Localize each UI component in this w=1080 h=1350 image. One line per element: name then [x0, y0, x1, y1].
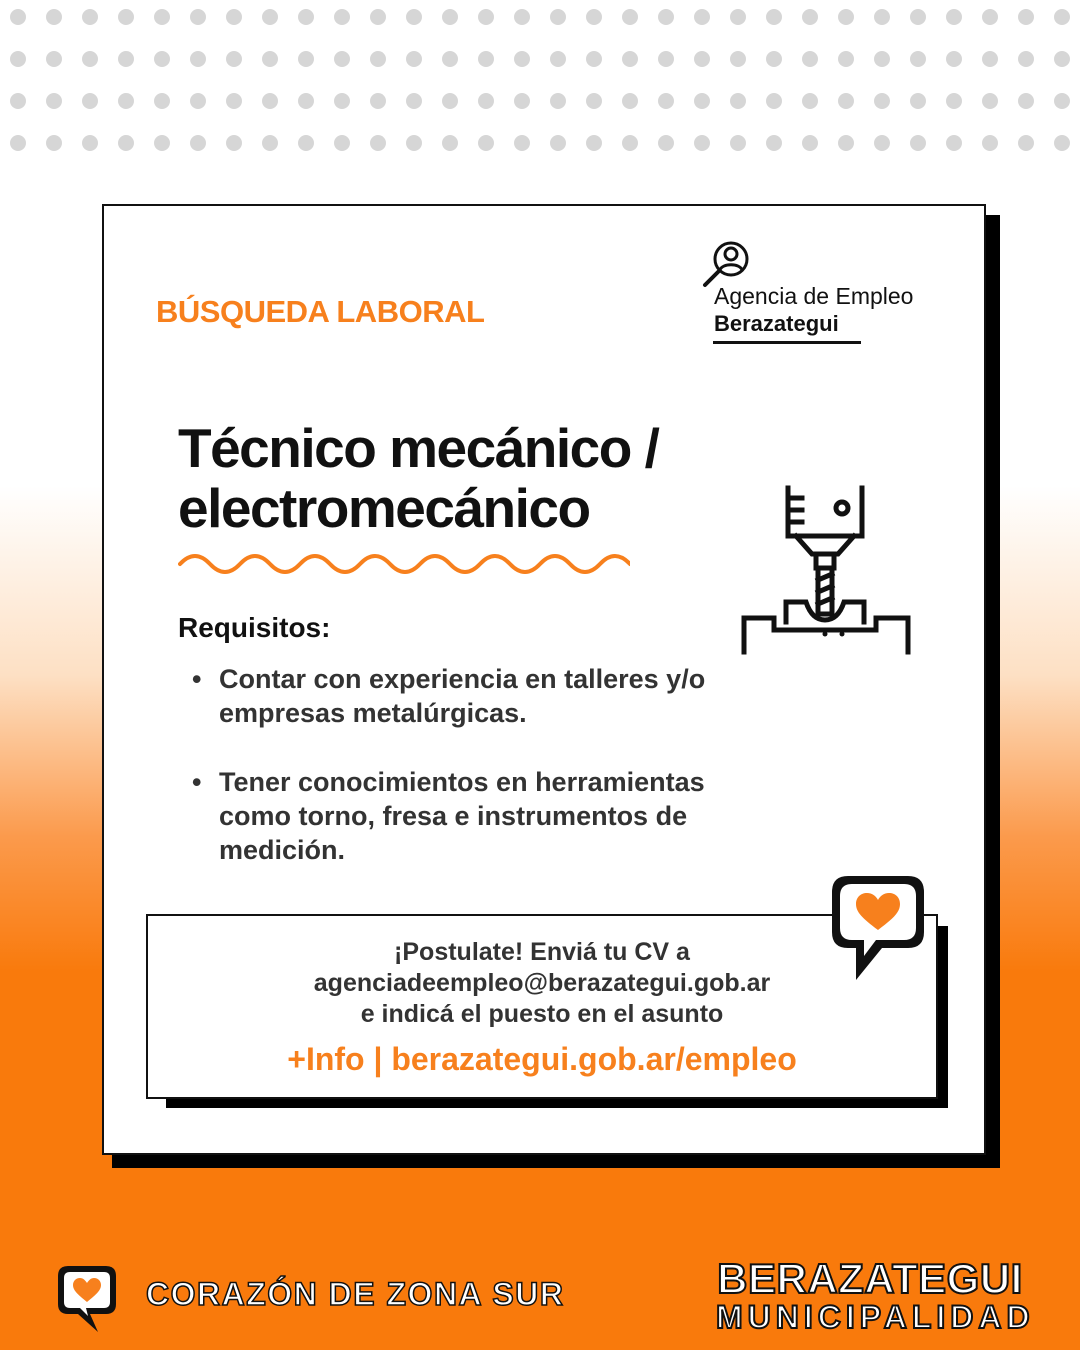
job-title-line2: electromecánico [178, 477, 590, 539]
dot [622, 51, 638, 67]
dot [910, 51, 926, 67]
dot [694, 93, 710, 109]
dot [10, 93, 26, 109]
dot [154, 9, 170, 25]
dot [442, 93, 458, 109]
dot [370, 93, 386, 109]
dot [694, 135, 710, 151]
agency-city: Berazategui [714, 311, 839, 336]
requirement-text: Contar con experiencia en talleres y/o empresas metalúrgicas. [219, 664, 706, 728]
dot [838, 51, 854, 67]
cta-line3: e indicá el puesto en el asunto [360, 1000, 724, 1028]
dot [550, 9, 566, 25]
dot [442, 9, 458, 25]
dot [46, 93, 62, 109]
list-item [192, 662, 732, 730]
agency-name: Agencia de Empleo [714, 283, 914, 309]
dot [478, 51, 494, 67]
dot [874, 135, 890, 151]
dot [730, 135, 746, 151]
requirements-heading: Requisitos: [178, 612, 331, 643]
dot [766, 135, 782, 151]
heart-speech-bubble-icon [56, 1264, 118, 1334]
dot [10, 135, 26, 151]
dot [514, 93, 530, 109]
dot [838, 9, 854, 25]
requirements-list [192, 662, 732, 902]
dot [514, 51, 530, 67]
dot [658, 135, 674, 151]
dot [262, 51, 278, 67]
dot [982, 51, 998, 67]
dot [370, 135, 386, 151]
dot [802, 93, 818, 109]
dot [46, 51, 62, 67]
dot [982, 93, 998, 109]
dot-pattern [0, 0, 1080, 165]
dot [190, 51, 206, 67]
dot [82, 135, 98, 151]
dot [370, 9, 386, 25]
section-kicker: BÚSQUEDA LABORAL [156, 294, 485, 329]
dot [550, 51, 566, 67]
dot [262, 135, 278, 151]
dot [298, 9, 314, 25]
dot [82, 51, 98, 67]
dot [82, 93, 98, 109]
dot [334, 135, 350, 151]
dot [514, 135, 530, 151]
dot [658, 9, 674, 25]
wavy-divider [178, 550, 630, 578]
dot [802, 9, 818, 25]
dot [334, 51, 350, 67]
dot [262, 9, 278, 25]
dot [154, 93, 170, 109]
dot [622, 135, 638, 151]
brand-name: BERAZATEGUI [717, 1255, 1023, 1302]
dot [874, 9, 890, 25]
dot [10, 51, 26, 67]
slogan: CORAZÓN DE ZONA SUR [146, 1276, 565, 1312]
brand-subtitle: MUNICIPALIDAD [716, 1299, 1035, 1335]
dot [586, 9, 602, 25]
dot [946, 135, 962, 151]
dot [1054, 9, 1070, 25]
dot [226, 51, 242, 67]
dot [478, 9, 494, 25]
dot [226, 9, 242, 25]
dot [406, 93, 422, 109]
dot [46, 9, 62, 25]
dot [118, 93, 134, 109]
dot [154, 51, 170, 67]
dot [550, 93, 566, 109]
dot [910, 135, 926, 151]
dot [586, 135, 602, 151]
dot [550, 135, 566, 151]
dot [190, 93, 206, 109]
dot [190, 135, 206, 151]
dot [334, 9, 350, 25]
dot [442, 51, 458, 67]
dot [1054, 51, 1070, 67]
dot [226, 93, 242, 109]
dot [478, 135, 494, 151]
dot [406, 9, 422, 25]
dot [838, 135, 854, 151]
dot [586, 51, 602, 67]
municipality-brand [716, 1255, 1035, 1335]
bullet-icon: • [192, 664, 202, 694]
milling-machine-icon [738, 484, 918, 660]
dot [694, 51, 710, 67]
list-item [192, 765, 732, 867]
dot [802, 135, 818, 151]
dot [46, 135, 62, 151]
dot [406, 51, 422, 67]
dot [262, 93, 278, 109]
heart-speech-bubble-icon [826, 870, 930, 990]
dot [1054, 135, 1070, 151]
dot [154, 135, 170, 151]
dot [946, 9, 962, 25]
cta-content [146, 937, 938, 1078]
cta-info-link[interactable]: +Info | berazategui.gob.ar/empleo [287, 1041, 797, 1077]
dot [766, 93, 782, 109]
bullet-icon: • [192, 767, 202, 797]
dot [298, 135, 314, 151]
cta-line1: ¡Postulate! Enviá tu CV a [394, 938, 690, 966]
dot [622, 9, 638, 25]
dot [370, 51, 386, 67]
dot [1018, 93, 1034, 109]
dot [910, 9, 926, 25]
requirement-text: Tener conocimientos en herramientas como torno, fresa e instrumentos de medición. [219, 767, 705, 865]
dot [838, 93, 854, 109]
dot [478, 93, 494, 109]
dot [118, 135, 134, 151]
dot [118, 51, 134, 67]
dot [874, 93, 890, 109]
dot [874, 51, 890, 67]
dot [658, 51, 674, 67]
dot [658, 93, 674, 109]
dot [982, 9, 998, 25]
dot [10, 9, 26, 25]
cta-email[interactable]: agenciadeempleo@berazategui.gob.ar [313, 969, 771, 997]
job-title-line1: Técnico mecánico / [178, 417, 659, 479]
dot [334, 93, 350, 109]
dot [118, 9, 134, 25]
dot [82, 9, 98, 25]
dot [694, 9, 710, 25]
dot [946, 51, 962, 67]
dot [946, 93, 962, 109]
dot [190, 9, 206, 25]
dot [406, 135, 422, 151]
dot [514, 9, 530, 25]
dot [622, 93, 638, 109]
dot [226, 135, 242, 151]
dot [910, 93, 926, 109]
dot [298, 93, 314, 109]
agency-underline [713, 341, 861, 344]
dot [730, 93, 746, 109]
agency-logo [700, 238, 950, 348]
dot [442, 135, 458, 151]
dot [298, 51, 314, 67]
job-title [178, 418, 758, 538]
dot [730, 9, 746, 25]
dot [730, 51, 746, 67]
dot [802, 51, 818, 67]
dot [766, 9, 782, 25]
dot [766, 51, 782, 67]
dot [1018, 9, 1034, 25]
dot [1054, 93, 1070, 109]
dot [1018, 51, 1034, 67]
dot [1018, 135, 1034, 151]
dot [586, 93, 602, 109]
dot [982, 135, 998, 151]
